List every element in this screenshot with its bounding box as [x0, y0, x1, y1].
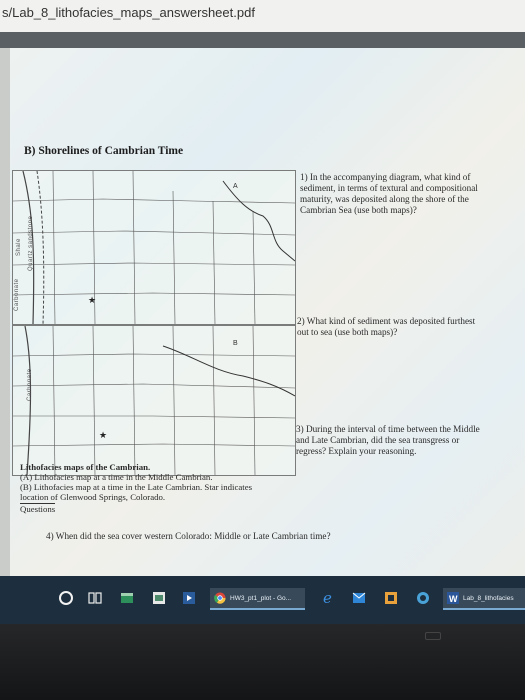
map-b-star-icon: ★ — [99, 430, 108, 440]
map-b-outline — [13, 326, 295, 475]
app-2-icon — [152, 591, 166, 605]
map-a-label: A — [233, 183, 238, 190]
taskbar-edge[interactable] — [318, 588, 340, 608]
caption-title: Lithofacies maps of the Cambrian. — [20, 462, 151, 472]
map-a-carbonate-label: Carbonate — [14, 278, 20, 311]
taskbar — [0, 576, 525, 624]
svg-text:e: e — [323, 591, 332, 605]
taskbar-app-4[interactable] — [380, 588, 402, 608]
map-a-sandstone-label: Quartz sandstone — [28, 215, 34, 271]
viewer-toolbar — [0, 32, 525, 48]
map-a — [12, 170, 296, 325]
chrome-icon — [214, 592, 226, 604]
word-icon — [447, 592, 459, 604]
app-1-icon — [120, 591, 134, 605]
taskbar-mail[interactable] — [348, 588, 370, 608]
map-b-label: B — [233, 340, 238, 347]
cortana-button[interactable] — [56, 588, 76, 608]
taskbar-app-3[interactable] — [178, 588, 200, 608]
questions-heading: Questions — [20, 504, 56, 514]
map-caption — [20, 462, 280, 514]
section-title: B) Shorelines of Cambrian Time — [24, 145, 184, 157]
lithofacies-maps — [12, 170, 294, 474]
map-a-shale-label: Shale — [16, 238, 22, 256]
monitor-logo-icon — [425, 632, 441, 640]
word-window-label: Lab_8_lithofacies — [463, 594, 514, 602]
task-view-button[interactable] — [84, 588, 106, 608]
question-3: 3) During the interval of time between the Middle and Late Cambrian, did the sea transgress or regress? Explain your reasoning. — [296, 424, 480, 456]
task-view-icon — [88, 592, 102, 604]
mail-icon — [352, 592, 366, 604]
question-2: 2) What kind of sediment was deposited furthest out to sea (use both maps)? — [297, 316, 476, 337]
map-b — [12, 325, 296, 476]
map-a-star-icon: ★ — [88, 295, 97, 305]
caption-line-a: (A) Lithofacies map at a time in the Middle Cambrian. — [20, 472, 213, 482]
taskbar-word-window[interactable] — [443, 588, 525, 610]
edge-icon — [322, 591, 336, 605]
chrome-window-label: HW3_pt1_plot - Go... — [230, 594, 292, 602]
svg-text:W: W — [449, 594, 458, 604]
taskbar-app-1[interactable] — [116, 588, 138, 608]
app-3-icon — [182, 591, 196, 605]
map-b-carbonate-label: Carbonate — [27, 368, 33, 401]
app-5-icon — [416, 591, 430, 605]
taskbar-app-5[interactable] — [412, 588, 434, 608]
cortana-circle-icon — [59, 591, 73, 605]
taskbar-chrome-window[interactable] — [210, 588, 305, 610]
app-4-icon — [384, 591, 398, 605]
question-4: 4) When did the sea cover western Colorado: Middle or Late Cambrian time? — [46, 531, 331, 541]
caption-line-b: (B) Lithofacies map at a time in the Late Cambrian. Star indicates location of Glenwood Springs, Colorado. — [20, 482, 253, 502]
monitor-bezel — [0, 624, 525, 700]
window-title: s/Lab_8_lithofacies_maps_answersheet.pdf — [2, 5, 255, 20]
map-a-outline — [13, 171, 295, 324]
question-1: 1) In the accompanying diagram, what kind of sediment, in terms of textural and compositional maturity, was deposited along the shore of the Cambrian Sea (use both maps)? — [300, 172, 478, 215]
window-titlebar — [0, 0, 525, 33]
taskbar-app-2[interactable] — [148, 588, 170, 608]
